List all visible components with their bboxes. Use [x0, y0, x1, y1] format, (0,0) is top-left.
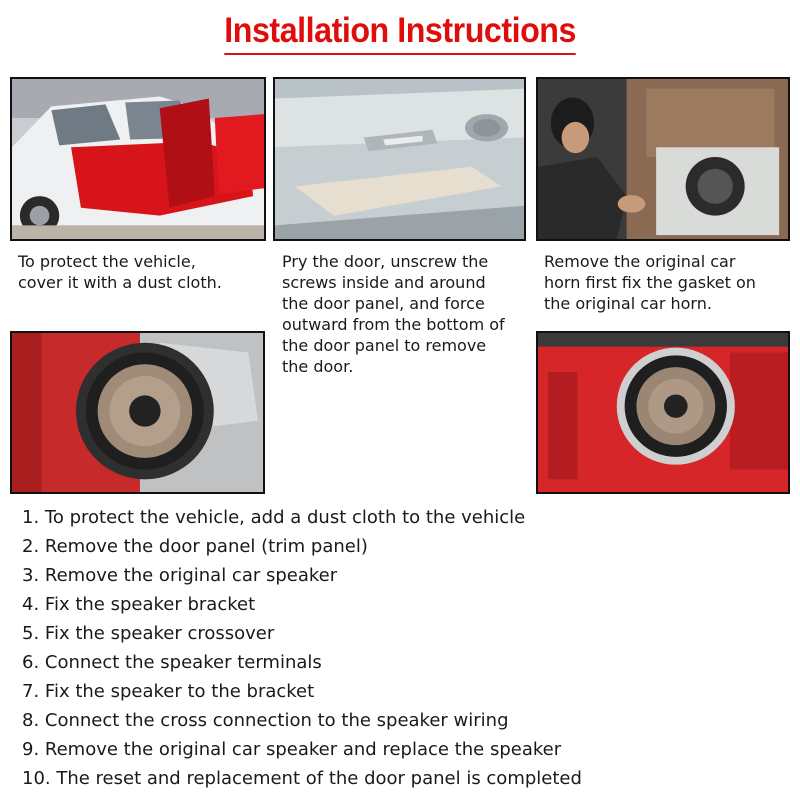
step-item: 4. Fix the speaker bracket: [22, 594, 256, 615]
caption-line: the door panel, and force: [282, 294, 485, 313]
step-item: 7. Fix the speaker to the bracket: [22, 681, 315, 702]
photo-speaker-red-door: [536, 331, 790, 494]
step-item: 8. Connect the cross connection to the speaker wiring: [22, 710, 509, 731]
caption-line: outward from the bottom of: [282, 315, 505, 334]
caption-line: the original car horn.: [544, 294, 712, 313]
caption-step-3: [544, 251, 756, 314]
caption-line: Pry the door, unscrew the: [282, 252, 489, 271]
caption-line: To protect the vehicle,: [18, 252, 196, 271]
step-item: 5. Fix the speaker crossover: [22, 623, 275, 644]
photo-speaker-fixed: [10, 331, 265, 494]
step-item: 2. Remove the door panel (trim panel): [22, 536, 368, 557]
caption-line: screws inside and around: [282, 273, 486, 292]
photo-door-panel: [273, 77, 526, 241]
caption-line: horn first fix the gasket on: [544, 273, 756, 292]
step-item: 1. To protect the vehicle, add a dust cloth to the vehicle: [22, 507, 526, 528]
caption-step-2: [282, 251, 505, 377]
photo-car-dust-cloth: [10, 77, 266, 241]
caption-line: the door panel to remove: [282, 336, 487, 355]
steps-list: [22, 503, 582, 793]
caption-step-1: [18, 251, 222, 293]
caption-line: Remove the original car: [544, 252, 736, 271]
page-title-wrap: [0, 10, 800, 55]
photo-remove-horn: [536, 77, 790, 241]
page-title: Installation Instructions: [224, 10, 576, 55]
step-item: 10. The reset and replacement of the door panel is completed: [22, 768, 582, 789]
step-item: 3. Remove the original car speaker: [22, 565, 338, 586]
caption-line: the door.: [282, 357, 354, 376]
step-item: 9. Remove the original car speaker and replace the speaker: [22, 739, 562, 760]
caption-line: cover it with a dust cloth.: [18, 273, 222, 292]
step-item: 6. Connect the speaker terminals: [22, 652, 322, 673]
